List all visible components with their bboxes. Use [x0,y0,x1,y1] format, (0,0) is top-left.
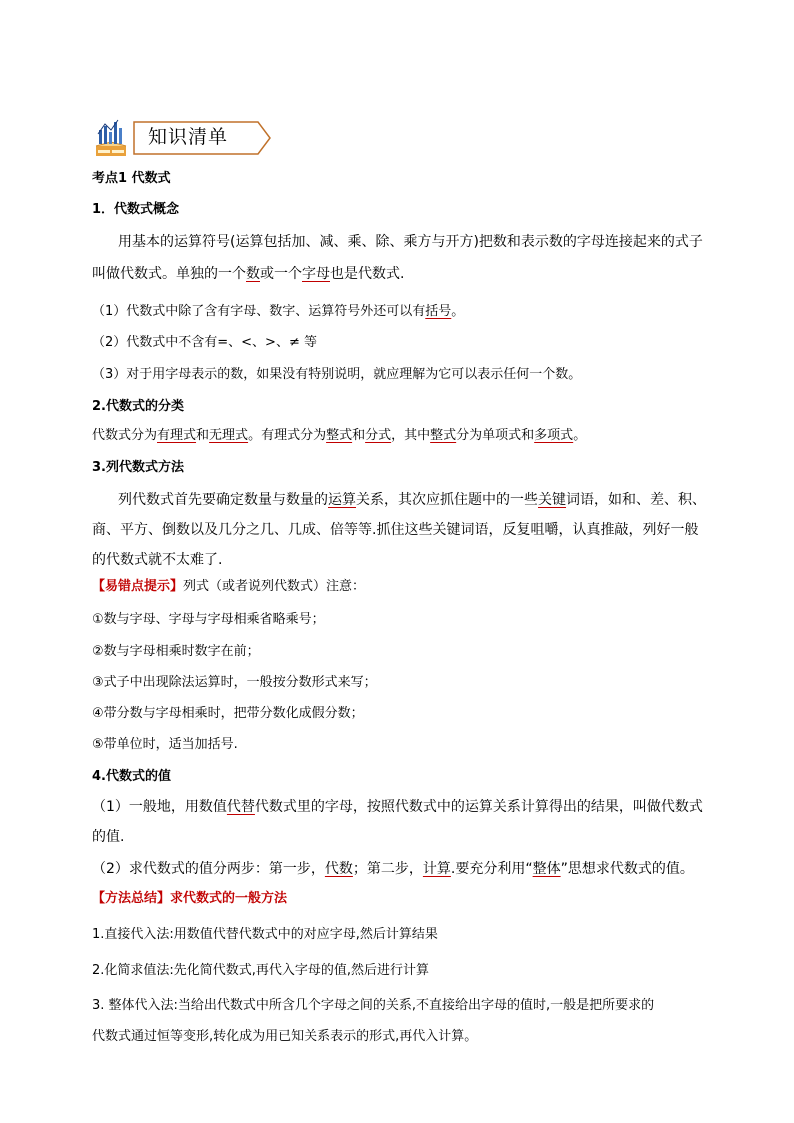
tip-item-5: ⑤带单位时，适当加括号. [92,737,238,752]
tip-line: 【易错点提示】列式（或者说列代数式）注意： [92,579,366,594]
paragraph-value-1a: （1）一般地，用数值代替代数式里的字母，按照代数式中的运算关系计算得出的结果，叫做代数式 [92,799,703,815]
banner-title: 知识清单 [148,126,229,148]
topic-title: 考点1 代数式 [92,171,171,186]
heading-method: 3.列代数式方法 [92,460,184,475]
method-3-line2: 代数式通过恒等变形,转化成为用已知关系表示的形式,再代入计算。 [92,1029,478,1044]
heading-concept: 1．代数式概念 [92,202,180,217]
paragraph-concept-line2: 叫做代数式。单独的一个数或一个字母也是代数式. [92,266,405,282]
paragraph-classification: 代数式分为有理式和无理式。有理式分为整式和分式，其中整式分为单项式和多项式。 [92,428,587,443]
paragraph-value-2: （2）求代数式的值分两步：第一步，代数；第二步，计算.要充分利用“整体”思想求代数式的值。 [92,861,694,877]
paragraph-method-line3: 的代数式就不太难了. [92,552,223,568]
paragraph-concept-line1: 用基本的运算符号(运算包括加、减、乘、除、乘方与开方)把数和表示数的字母连接起来的式子 [118,234,703,250]
method-tag: 【方法总结】 [92,891,171,906]
tip-item-3: ③式子中出现除法运算时，一般按分数形式来写； [92,675,377,690]
tip-tag: 【易错点提示】 [92,579,184,594]
paragraph-method-line1: 列代数式首先要确定数量与数量的运算关系，其次应抓住题中的一些关键词语，如和、差、积、 [118,492,706,508]
method-1: 1.直接代入法:用数值代替代数式中的对应字母,然后计算结果 [92,927,438,942]
heading-value: 4.代数式的值 [92,769,171,784]
paragraph-value-1b: 的值. [92,829,125,845]
method-2: 2.化简求值法:先化简代数式,再代入字母的值,然后进行计算 [92,963,430,978]
heading-classification: 2.代数式的分类 [92,399,184,414]
method-3-line1: 3. 整体代入法:当给出代数式中所含几个字母之间的关系,不直接给出字母的值时,一般是把所要求的 [92,998,655,1013]
note-2: （2）代数式中不含有=、<、>、≠ 等 [92,335,317,350]
paragraph-method-line2: 商、平方、倒数以及几分之几、几成、倍等等.抓住这些关键词语，反复咀嚼，认真推敲，列好一般 [92,522,699,538]
tip-item-1: ①数与字母、字母与字母相乘省略乘号； [92,612,325,627]
method-summary-heading: 【方法总结】求代数式的一般方法 [92,891,288,906]
tip-item-4: ④带分数与字母相乘时，把带分数化成假分数； [92,706,364,721]
note-3: （3）对于用字母表示的数，如果没有特别说明，就应理解为它可以表示任何一个数。 [92,367,582,382]
tip-item-2: ②数与字母相乘时数字在前； [92,644,260,659]
note-1: （1）代数式中除了含有字母、数字、运算符号外还可以有括号。 [92,304,465,319]
